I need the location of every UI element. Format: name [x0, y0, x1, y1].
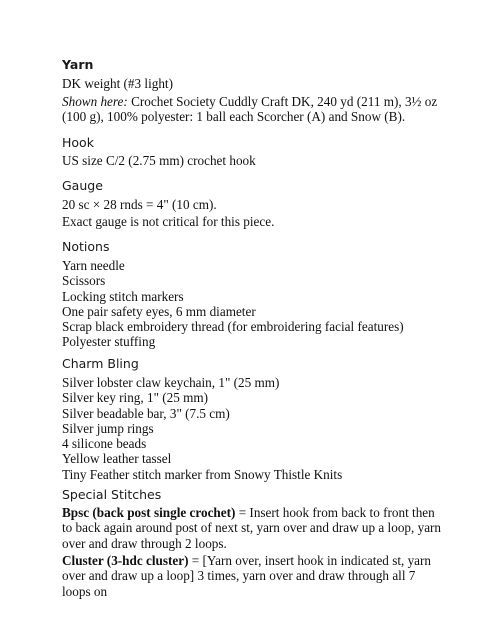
yarn-heading: Yarn: [62, 57, 94, 72]
bpsc-def-text: = Insert hook from back to front then to back again around post of next st, yarn over and draw up a loop, yarn over and draw through 2 loops.: [62, 505, 442, 551]
list-item: Yarn needle: [62, 258, 125, 273]
yarn-shown-here: [62, 94, 442, 125]
cluster-def-text: = [Yarn over, insert hook in indicated st, yarn over and draw up a loop] 3 times, yarn over and draw through all 7 loops on: [62, 553, 432, 599]
gauge-line-2: Exact gauge is not critical for this piece.: [62, 214, 275, 229]
shown-here-label: Shown here:: [62, 94, 128, 109]
notions-heading: Notions: [62, 239, 110, 254]
bpsc-term: Bpsc (back post single crochet): [62, 505, 236, 520]
hook-heading: Hook: [62, 135, 94, 150]
gauge-heading: Gauge: [62, 178, 103, 193]
list-item: Silver lobster claw keychain, 1" (25 mm): [62, 375, 280, 390]
list-item: Silver jump rings: [62, 420, 154, 436]
gauge-line-1: 20 sc × 28 rnds = 4" (10 cm).: [62, 197, 217, 212]
list-item: 4 silicone beads: [62, 436, 147, 452]
list-item: Silver key ring, 1" (25 mm): [62, 390, 209, 406]
hook-text: US size C/2 (2.75 mm) crochet hook: [62, 153, 256, 168]
charm-bling-list: [62, 375, 442, 482]
cluster-definition: [62, 553, 442, 599]
list-item: Tiny Feather stitch marker from Snowy Thistle Knits: [62, 466, 343, 482]
list-item: Silver beadable bar, 3" (7.5 cm): [62, 405, 230, 421]
special-stitches-heading: Special Stitches: [62, 487, 162, 502]
list-item: Yellow leather tassel: [62, 451, 172, 467]
notions-list: [62, 258, 442, 350]
list-item: Polyester stuffing: [62, 334, 156, 350]
shown-here-text: Crochet Society Cuddly Craft DK, 240 yd (211 m), 3½ oz (100 g), 100% polyester: 1 ball each Scorcher (A) and Snow (B).: [62, 94, 438, 125]
list-item: Scrap black embroidery thread (for embroidering facial features): [62, 319, 404, 335]
cluster-term: Cluster (3-hdc cluster): [62, 553, 189, 568]
list-item: Scissors: [62, 273, 106, 289]
list-item: Locking stitch markers: [62, 288, 184, 304]
bpsc-definition: [62, 505, 442, 551]
yarn-weight: DK weight (#3 light): [62, 76, 173, 91]
charm-bling-heading: Charm Bling: [62, 356, 139, 371]
list-item: One pair safety eyes, 6 mm diameter: [62, 303, 256, 319]
